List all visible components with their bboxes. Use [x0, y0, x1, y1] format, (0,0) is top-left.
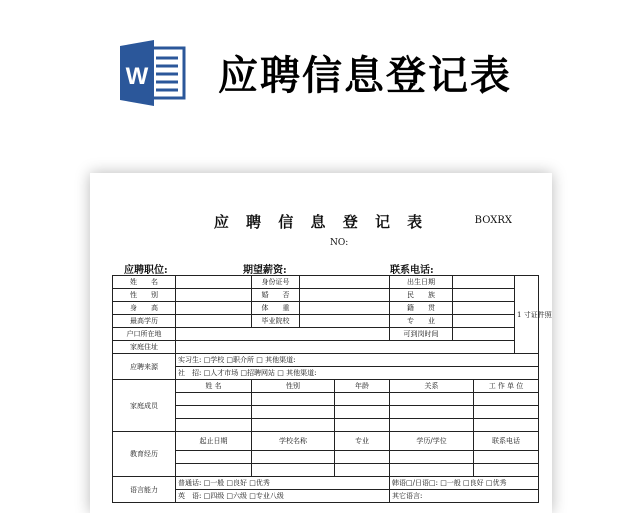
- id-label: 身份证号: [252, 276, 300, 289]
- family-label: 家庭成员: [113, 380, 176, 432]
- ethnic-label: 民 族: [390, 289, 453, 302]
- table-row: [113, 464, 539, 477]
- family-cell[interactable]: [176, 419, 252, 432]
- family-cell[interactable]: [335, 406, 390, 419]
- family-col-relation: 关系: [390, 380, 474, 393]
- table-row: [113, 328, 539, 341]
- source-label: 应聘来源: [113, 354, 176, 380]
- table-row: [113, 477, 539, 490]
- id-field[interactable]: [300, 276, 390, 289]
- banner-title: 应聘信息登记表: [218, 53, 512, 99]
- edu-cell[interactable]: [390, 464, 474, 477]
- table-row: [113, 406, 539, 419]
- family-cell[interactable]: [390, 419, 474, 432]
- height-field[interactable]: [176, 302, 252, 315]
- position-label: 应聘职位:: [124, 265, 168, 276]
- family-col-age: 年龄: [335, 380, 390, 393]
- family-cell[interactable]: [335, 393, 390, 406]
- edu-col-degree: 学历/学位: [390, 432, 474, 451]
- school-label: 毕业院校: [252, 315, 300, 328]
- marital-label: 婚 否: [252, 289, 300, 302]
- major-field[interactable]: [453, 315, 515, 328]
- edu-cell[interactable]: [474, 464, 539, 477]
- other-language-field[interactable]: 其它语言:: [390, 490, 539, 503]
- address-label: 家庭住址: [113, 341, 176, 354]
- mandarin-options[interactable]: 普通话: □一般 □良好 □优秀: [176, 477, 390, 490]
- family-cell[interactable]: [176, 393, 252, 406]
- table-row: [113, 354, 539, 367]
- document-page: [90, 173, 552, 513]
- korean-japanese-options[interactable]: 韩语□/日语□: □一般 □良好 □优秀: [390, 477, 539, 490]
- address-field[interactable]: [176, 341, 515, 354]
- family-cell[interactable]: [474, 406, 539, 419]
- school-field[interactable]: [300, 315, 390, 328]
- family-cell[interactable]: [474, 393, 539, 406]
- table-row: [113, 393, 539, 406]
- family-cell[interactable]: [176, 406, 252, 419]
- salary-label: 期望薪资:: [243, 265, 287, 276]
- edu-col-major: 专业: [335, 432, 390, 451]
- name-field[interactable]: [176, 276, 252, 289]
- edu-cell[interactable]: [252, 451, 335, 464]
- table-row: [113, 302, 539, 315]
- table-row: [113, 490, 539, 503]
- major-label: 专 业: [390, 315, 453, 328]
- document-title: 应 聘 信 息 登 记 表: [213, 213, 429, 231]
- table-row: [113, 432, 539, 451]
- family-col-workplace: 工 作 单 位: [474, 380, 539, 393]
- table-row: [113, 341, 539, 354]
- education-level-label: 最高学历: [113, 315, 176, 328]
- edu-cell[interactable]: [252, 464, 335, 477]
- hukou-label: 户口所在地: [113, 328, 176, 341]
- edu-col-phone: 联系电话: [474, 432, 539, 451]
- education-history-label: 教育经历: [113, 432, 176, 477]
- birth-field[interactable]: [453, 276, 515, 289]
- birth-label: 出生日期: [390, 276, 453, 289]
- native-label: 籍 贯: [390, 302, 453, 315]
- family-col-gender: 性别: [252, 380, 335, 393]
- weight-label: 体 重: [252, 302, 300, 315]
- table-row: [113, 289, 539, 302]
- edu-cell[interactable]: [474, 451, 539, 464]
- table-row: [113, 276, 539, 289]
- gender-label: 性 别: [113, 289, 176, 302]
- edu-cell[interactable]: [390, 451, 474, 464]
- family-cell[interactable]: [390, 393, 474, 406]
- family-cell[interactable]: [252, 393, 335, 406]
- table-row: [113, 367, 539, 380]
- height-label: 身 高: [113, 302, 176, 315]
- native-field[interactable]: [453, 302, 515, 315]
- gender-field[interactable]: [176, 289, 252, 302]
- document-code: BOXRX: [474, 215, 512, 226]
- family-col-name: 姓 名: [176, 380, 252, 393]
- photo-box: 1 寸证件照: [515, 276, 539, 354]
- svg-text:W: W: [125, 63, 149, 90]
- family-cell[interactable]: [335, 419, 390, 432]
- english-options[interactable]: 英 语: □四级 □六级 □专业八级: [176, 490, 390, 503]
- ethnic-field[interactable]: [453, 289, 515, 302]
- table-row: [113, 451, 539, 464]
- phone-label: 联系电话:: [390, 265, 434, 276]
- table-row: [113, 315, 539, 328]
- intern-source-options[interactable]: 实习生: □学校 □职介所 □ 其他渠道:: [176, 354, 539, 367]
- word-icon: [118, 38, 188, 108]
- education-level-field[interactable]: [176, 315, 252, 328]
- family-cell[interactable]: [474, 419, 539, 432]
- number-label: NO:: [330, 238, 349, 248]
- edu-cell[interactable]: [335, 464, 390, 477]
- table-row: [113, 419, 539, 432]
- hukou-field[interactable]: [176, 328, 390, 341]
- edu-cell[interactable]: [335, 451, 390, 464]
- marital-field[interactable]: [300, 289, 390, 302]
- family-cell[interactable]: [252, 406, 335, 419]
- social-source-options[interactable]: 社 招: □人才市场 □招聘网站 □ 其他渠道:: [176, 367, 539, 380]
- arrival-field[interactable]: [453, 328, 515, 341]
- application-form: [112, 275, 552, 503]
- language-label: 语言能力: [113, 477, 176, 503]
- edu-cell[interactable]: [176, 464, 252, 477]
- edu-col-dates: 起止日期: [176, 432, 252, 451]
- edu-cell[interactable]: [176, 451, 252, 464]
- name-label: 姓 名: [113, 276, 176, 289]
- edu-col-school: 学校名称: [252, 432, 335, 451]
- family-cell[interactable]: [390, 406, 474, 419]
- table-row: [113, 380, 539, 393]
- weight-field[interactable]: [300, 302, 390, 315]
- arrival-label: 可到岗时间: [390, 328, 453, 341]
- family-cell[interactable]: [252, 419, 335, 432]
